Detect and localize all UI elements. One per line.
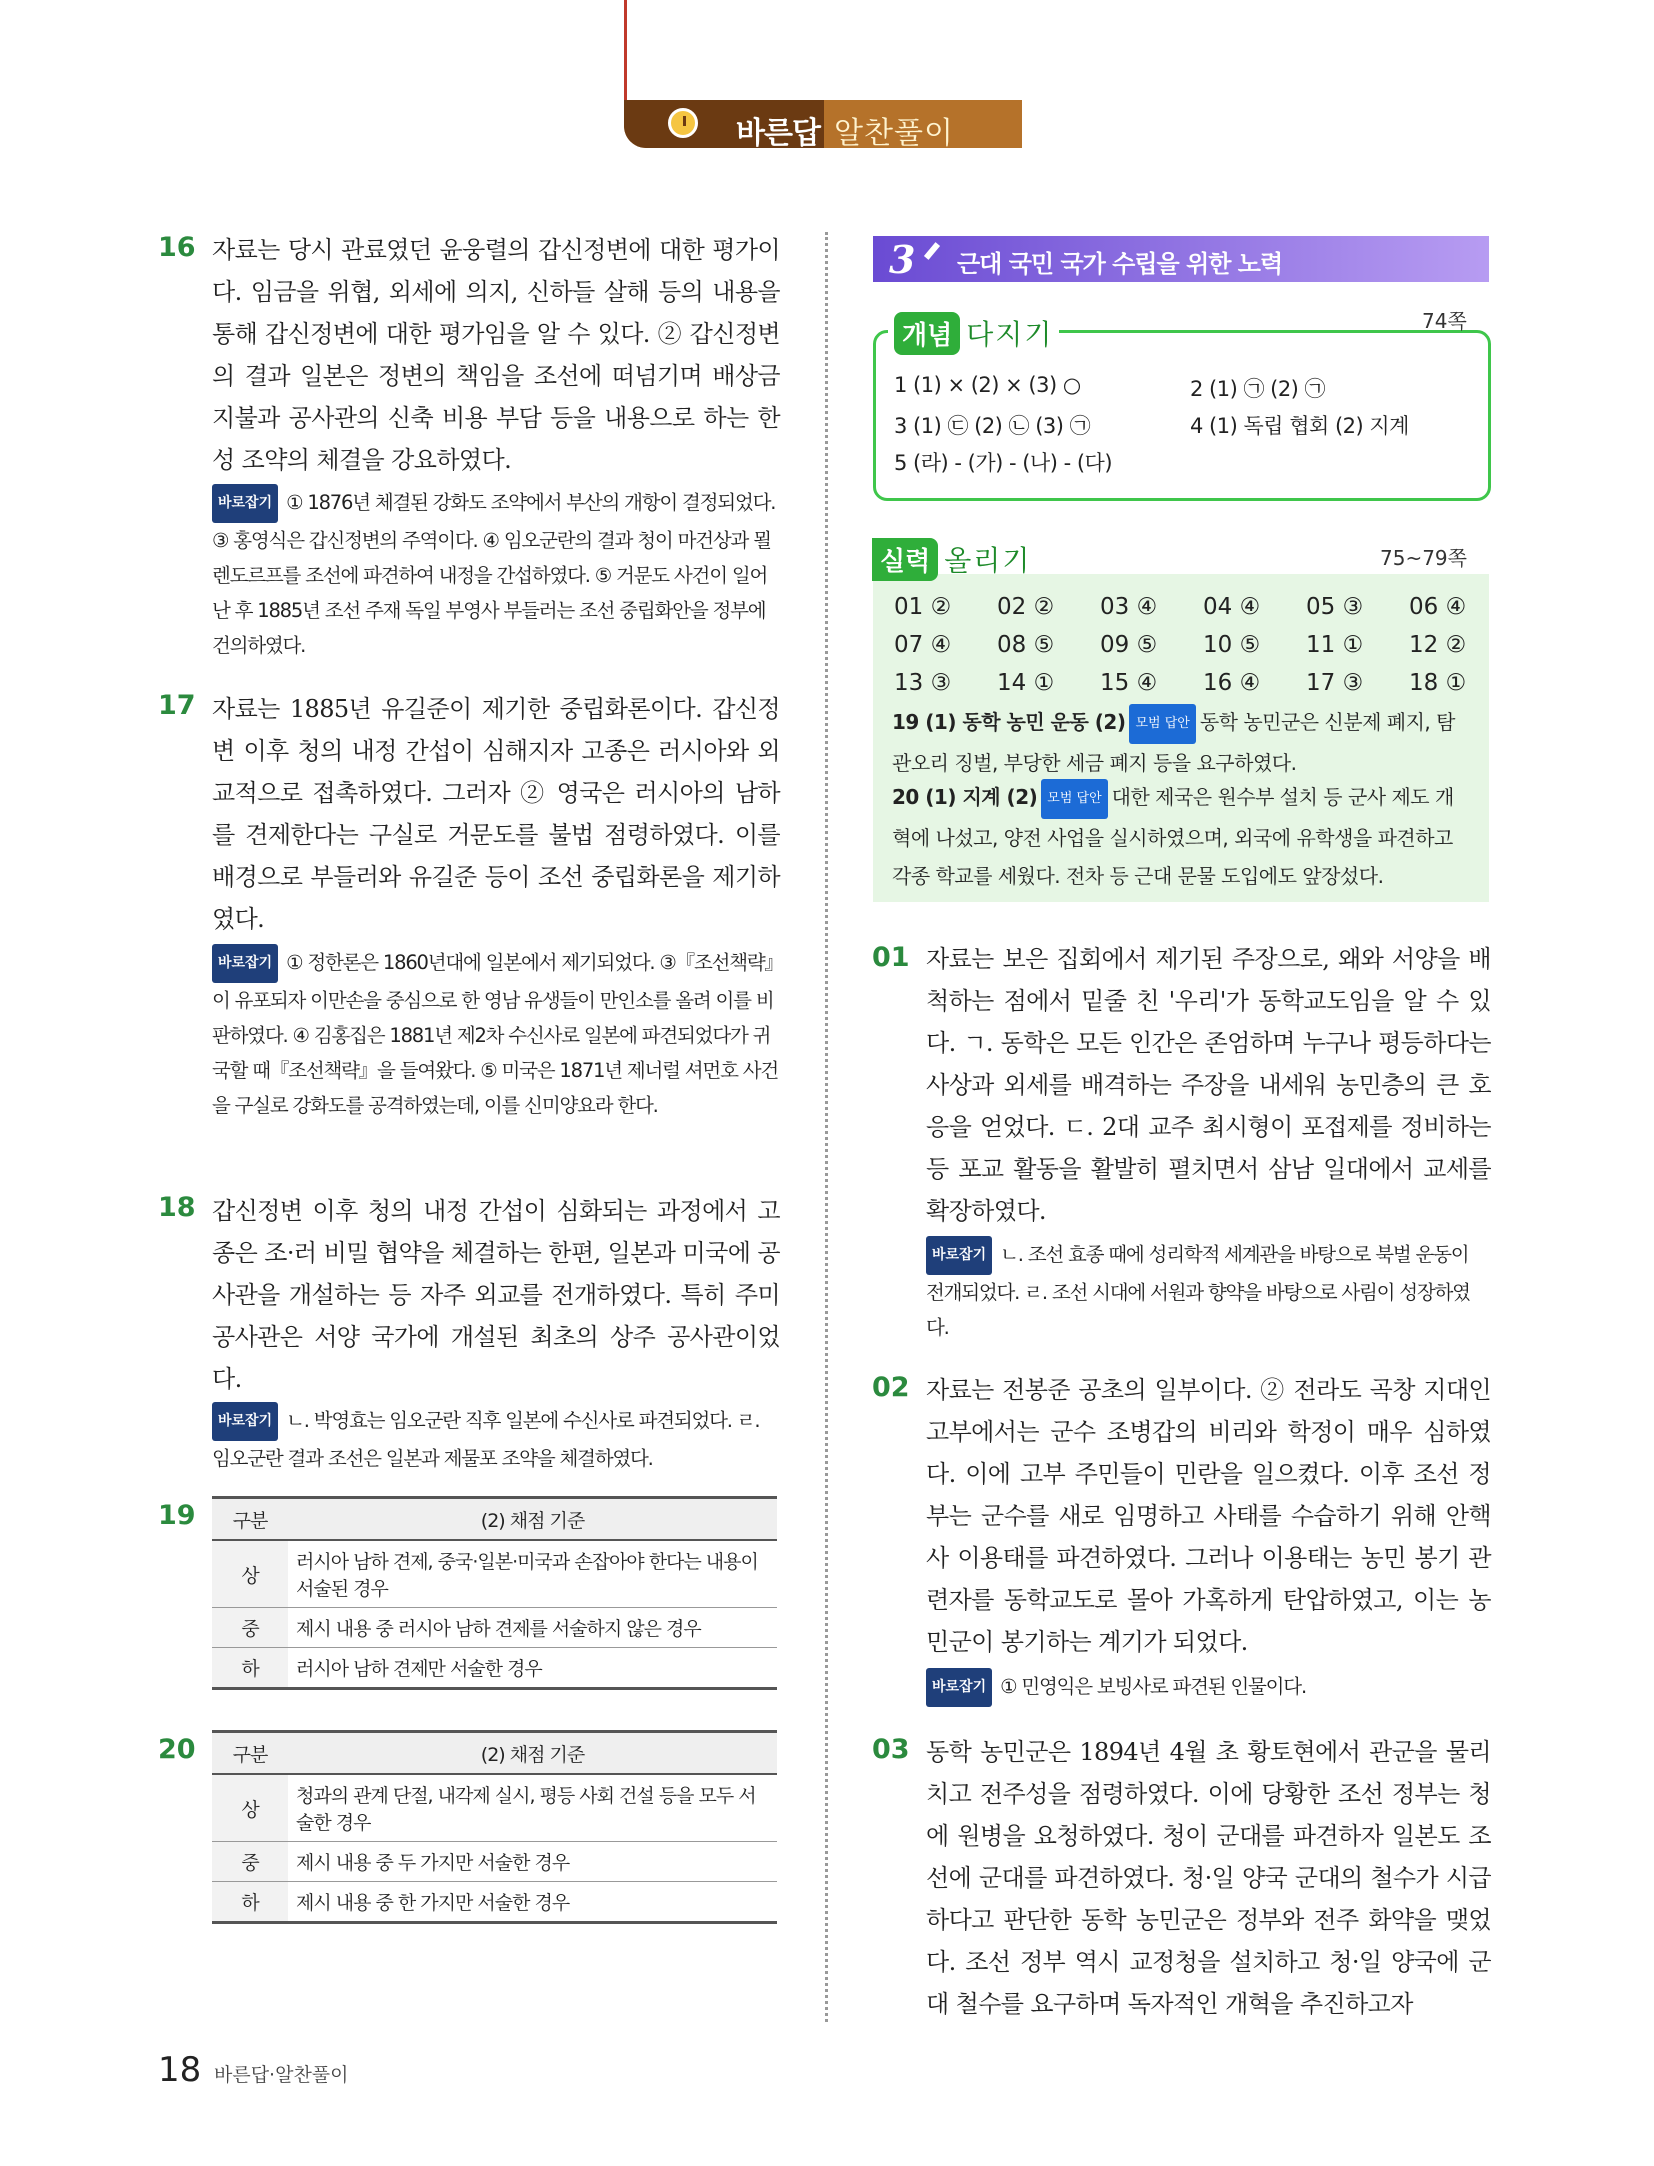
practice-answer-19 [892,703,1472,782]
practice-badge [872,538,1031,581]
practice-answer-20-head: 20 (1) 지계 (2) [892,785,1038,809]
correction-tag: 바로잡기 [926,1236,992,1275]
table-row [212,1648,777,1689]
answer-grid-cell: 13 ③ [894,670,952,696]
answer-grid-cell: 01 ② [894,594,952,620]
header-title-light: 알찬풀이 [834,116,954,151]
concept-badge-sub: 다지기 [966,318,1054,351]
answer-grid-cell: 18 ① [1409,670,1467,696]
explanation-01-note-text: ㄴ. 조선 효종 때에 성리학적 세계관을 바탕으로 북벌 운동이 전개되었다. ㄹ. 조선 시대에 서원과 향약을 바탕으로 사림이 성장하였다. [926,1243,1470,1339]
table-header-row [212,1732,777,1775]
table-cell-criteria: 러시아 남하 견제, 중국·일본·미국과 손잡아야 한다는 내용이 서술된 경우 [288,1540,777,1608]
correction-tag: 바로잡기 [212,944,278,983]
table-cell-grade: 하 [212,1882,288,1923]
table-cell-criteria: 러시아 남하 견제만 서술한 경우 [288,1648,777,1689]
concept-badge [888,312,1059,355]
column-divider [825,232,828,2022]
table-cell-criteria: 청과의 관계 단절, 내각제 실시, 평등 사회 건설 등을 모두 서술한 경우 [288,1774,777,1842]
answer-grid-cell: 03 ④ [1100,594,1158,620]
explanation-03-text: 동학 농민군은 1894년 4월 초 황토현에서 관군을 물리치고 전주성을 점령하였다. 이에 당황한 조선 정부는 청에 원병을 요청하였다. 청이 군대를 파견하자 일본도 조선에 군대를 파견하였다. 청·일 양국 군대의 철수가 시급하다고 판단한 동학 농민군은 정부와 전주 화약을 맺었다. 조선 정부 역시 교정청을 설치하고 청·일 양국에 군대 철수를 요구하며 독자적인 개혁을 추진하고자 [926,1738,1491,2018]
practice-badge-label: 실력 [872,538,938,581]
explanation-02-text: 자료는 전봉준 공초의 일부이다. ② 전라도 곡창 지대인 고부에서는 군수 조병갑의 비리와 학정이 매우 심하였다. 이에 고부 주민들이 민란을 일으켰다. 이후 조선 정부는 군수를 새로 임명하고 사태를 수습하기 위해 안핵사 이용태를 파견하였다. 그러나 이용태는 농민 봉기 관련자를 동학교도로 몰아 가혹하게 탄압하였고, 이는 농민군이 봉기하는 계기가 되었다. [926,1376,1491,1656]
model-answer-tag: 모범 답안 [1129,704,1195,744]
question-18-note-text: ㄴ. 박영효는 임오군란 직후 일본에 수신사로 파견되었다. ㄹ. 임오군란 결과 조선은 일본과 제물포 조약을 체결하였다. [212,1409,760,1470]
explanation-01-text: 자료는 보은 집회에서 제기된 주장으로, 왜와 서양을 배척하는 점에서 밑줄 친 '우리'가 동학교도임을 알 수 있다. ㄱ. 동학은 모든 인간은 존엄하며 누구나 평등하다는 사상과 외세를 배격하는 주장을 내세워 농민층의 큰 호응을 얻었다. ㄷ. 2대 교주 최시형이 포접제를 정비하는 등 포교 활동을 활발히 펼치면서 삼남 일대에서 교세를 확장하였다. [926,945,1491,1225]
concept-answer-5: 5 (라) - (가) - (나) - (다) [894,451,1113,475]
practice-badge-sub: 올리기 [944,544,1032,577]
concept-answer-1: 1 (1) × (2) × (3) ○ [894,373,1081,397]
table-row [212,1842,777,1882]
section-number: 3 [889,237,916,282]
section-banner [873,236,1489,282]
answer-grid-cell: 06 ④ [1409,594,1467,620]
answer-grid-cell: 15 ④ [1100,670,1158,696]
answer-grid-cell: 08 ⑤ [997,632,1055,658]
correction-tag: 바로잡기 [212,484,278,523]
practice-page-ref: 75~79쪽 [1380,546,1467,570]
question-number-19: 19 [158,1500,196,1531]
answer-grid-cell: 16 ④ [1203,670,1261,696]
section-title: 근대 국민 국가 수립을 위한 노력 [957,250,1283,278]
concept-page-ref: 74쪽 [1422,309,1467,333]
header-title-bold: 바른답 [736,116,820,151]
table-row [212,1608,777,1648]
answer-grid-cell: 17 ③ [1306,670,1364,696]
explanation-number-02: 02 [872,1372,910,1403]
concept-answer-3: 3 (1) ㉢ (2) ㉡ (3) ㉠ [894,414,1091,438]
table-header-criteria: (2) 채점 기준 [288,1732,777,1775]
answer-grid-cell: 10 ⑤ [1203,632,1261,658]
practice-answer-19-head: 19 (1) 동학 농민 운동 (2) [892,710,1126,734]
rubric-table-19 [212,1496,777,1690]
header-tab [624,86,1022,152]
explanation-number-01: 01 [872,942,910,973]
question-17-note-text: ① 정한론은 1860년대에 일본에서 제기되었다. ③『조선책략』이 유포되자 이만손을 중심으로 한 영남 유생들이 만인소를 올려 이를 비판하였다. ④ 김홍집은 1881년 제2차 수신사로 일본에 파견되었다가 귀국할 때『조선책략』을 들여왔다. ⑤ 미국은 1871년 제너럴 셔먼호 사건을 구실로 강화도를 공격하였는데, 이를 신미양요라 한다. [212,951,778,1117]
table-row [212,1774,777,1842]
answer-grid-cell: 14 ① [997,670,1055,696]
question-number-20: 20 [158,1734,196,1765]
correction-tag: 바로잡기 [926,1668,992,1707]
explanation-02-note [926,1668,1491,1707]
question-18-text: 갑신정변 이후 청의 내정 간섭이 심화되는 과정에서 고종은 조·러 비밀 협약을 체결하는 한편, 일본과 미국에 공사관을 개설하는 등 자주 외교를 전개하였다. 특히 주미 공사관은 서양 국가에 개설된 최초의 상주 공사관이었다. [212,1197,780,1393]
clock-icon [668,108,698,138]
table-cell-criteria: 제시 내용 중 두 가지만 서술한 경우 [288,1842,777,1882]
table-cell-grade: 상 [212,1774,288,1842]
question-16-note-text: ① 1876년 체결된 강화도 조약에서 부산의 개항이 결정되었다. ③ 홍영식은 갑신정변의 주역이다. ④ 임오군란의 결과 청이 마건상과 묄렌도르프를 조선에 파견하여 내정을 간섭하였다. ⑤ 거문도 사건이 일어난 후 1885년 조선 주재 독일 부영사 부들러는 조선 중립화안을 정부에 건의하였다. [212,491,776,657]
table-header-grade: 구분 [212,1498,288,1541]
practice-answer-20-text: 대한 제국은 원수부 설치 등 군사 제도 개혁에 나섰고, 양전 사업을 실시하였으며, 외국에 유학생을 파견하고 각종 학교를 세웠다. 전차 등 근대 문물 도입에도 앞장섰다. [892,785,1454,888]
question-number-16: 16 [158,232,196,263]
answer-grid-cell: 02 ② [997,594,1055,620]
answer-grid-cell: 04 ④ [1203,594,1261,620]
question-number-17: 17 [158,690,196,721]
answer-grid-cell: 12 ② [1409,632,1467,658]
answer-grid-cell: 09 ⑤ [1100,632,1158,658]
answer-grid-cell: 07 ④ [894,632,952,658]
table-cell-grade: 중 [212,1608,288,1648]
table-cell-grade: 중 [212,1842,288,1882]
table-row [212,1882,777,1923]
correction-tag: 바로잡기 [212,1402,278,1441]
table-cell-grade: 하 [212,1648,288,1689]
table-header-grade: 구분 [212,1732,288,1775]
model-answer-tag: 모범 답안 [1041,779,1107,819]
concept-badge-label: 개념 [894,312,960,355]
explanation-number-03: 03 [872,1734,910,1765]
question-16-text: 자료는 당시 관료였던 윤웅렬의 갑신정변에 대한 평가이다. 임금을 위협, 외세에 의지, 신하들 살해 등의 내용을 통해 갑신정변에 대한 평가임을 알 수 있다. ② 갑신정변의 결과 일본은 정변의 책임을 조선에 떠넘기며 배상금 지불과 공사관의 신축 비용 부담 등을 내용으로 하는 한성 조약의 체결을 강요하였다. [212,236,780,474]
table-cell-criteria: 제시 내용 중 러시아 남하 견제를 서술하지 않은 경우 [288,1608,777,1648]
table-header-row [212,1498,777,1541]
practice-answer-19-text: 동학 농민군은 신분제 폐지, 탐관오리 징벌, 부당한 세금 폐지 등을 요구하였다. [892,710,1455,775]
practice-answer-20 [892,778,1472,895]
question-number-18: 18 [158,1192,196,1223]
page-number: 18 [158,2050,202,2090]
concept-answer-4: 4 (1) 독립 협회 (2) 지계 [1190,414,1409,438]
question-17-note [212,944,780,1123]
rubric-table-20 [212,1730,777,1924]
answer-grid-cell: 11 ① [1306,632,1364,658]
table-cell-criteria: 제시 내용 중 한 가지만 서술한 경우 [288,1882,777,1923]
explanation-02-note-text: ① 민영익은 보빙사로 파견된 인물이다. [1000,1675,1306,1698]
footer-label: 바른답·알찬풀이 [214,2064,349,2086]
explanation-01-note [926,1236,1491,1345]
question-17-text: 자료는 1885년 유길준이 제기한 중립화론이다. 갑신정변 이후 청의 내정 간섭이 심해지자 고종은 러시아와 외교적으로 접촉하였다. 그러자 ② 영국은 러시아의 남하를 견제한다는 구실로 거문도를 불법 점령하였다. 이를 배경으로 부들러와 유길준 등이 조선 중립화론을 제기하였다. [212,695,780,933]
answer-grid-cell: 05 ③ [1306,594,1364,620]
concept-answer-2: 2 (1) ㉠ (2) ㉠ [1190,377,1326,401]
table-header-criteria: (2) 채점 기준 [288,1498,777,1541]
table-cell-grade: 상 [212,1540,288,1608]
question-18-note [212,1402,780,1476]
table-row [212,1540,777,1608]
question-16-note [212,484,780,663]
pencil-icon [924,242,940,260]
